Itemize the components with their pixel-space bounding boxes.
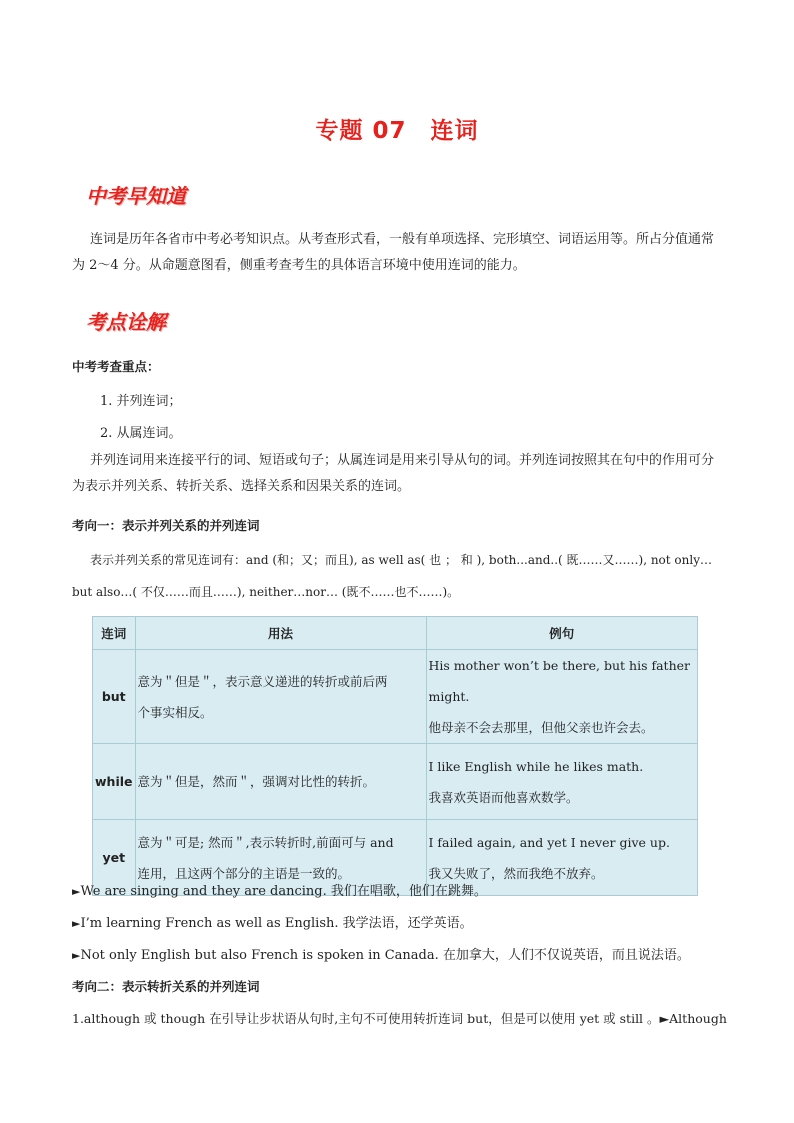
intro-paragraph: 并列连词用来连接平行的词、短语或句子；从属连词是用来引导从句的词。并列连词按照其在句中的作用可分为表示并列关系、转折关系、选择关系和因果关系的连词。: [72, 453, 715, 494]
usage-line: 意为＂可是; 然而＂,表示转折时,前面可与 and: [137, 834, 394, 850]
example-line: 他母亲不会去那里，但他父亲也许会去。: [428, 720, 654, 735]
direction-two-paragraph: 1.although 或 though 在引导让步状语从句时,主句不可使用转折连词 but，但是可以使用 yet 或 still 。►Although: [72, 1011, 727, 1026]
table-row: [93, 744, 698, 820]
example-sentence-1: [72, 880, 487, 899]
example-text: I’m learning French as well as English. 我学法语，还学英语。: [80, 916, 473, 931]
table-header-cell: 用法: [135, 617, 426, 650]
preview-paragraph: 连词是历年各省市中考必考知识点。从考查形式看，一般有单项选择、完形填空、词语运用等。所占分值通常为 2～4 分。从命题意图看，侧重考查考生的具体语言环境中使用连词的能力。: [72, 232, 715, 273]
table-cell-word: while: [93, 744, 136, 820]
table-cell-example: [426, 744, 698, 820]
arrow-icon: ►: [72, 949, 81, 962]
table-header-cell: 连词: [93, 617, 136, 650]
table-cell-word: yet: [93, 820, 136, 896]
usage-line: 个事实相反。: [137, 704, 213, 720]
arrow-icon: ►: [72, 917, 81, 930]
usage-line: 连用，且这两个部分的主语是一致的。: [137, 865, 351, 881]
table-cell-usage: [135, 744, 426, 820]
table-cell-example: [426, 650, 698, 744]
table-cell-usage: [135, 650, 426, 744]
usage-line: 意为＂但是，然而＂，强调对比性的转折。: [137, 774, 376, 789]
direction-one-label: 考向一：表示并列关系的并列连词: [72, 518, 260, 533]
example-text: We are singing and they are dancing. 我们在唱歌，他们在跳舞。: [80, 884, 487, 899]
section-heading-explanation: 考点诠解: [86, 310, 166, 334]
conjunction-table: [92, 616, 698, 896]
page-title: 专题 07 连词: [315, 118, 479, 144]
direction-one-paragraph: 表示并列关系的常见连词有：and (和；又；而且), as well as( 也 ； 和 ), both...and..( 既……又……), not only…but also…( 不仅……而且……), neither…nor… (既不……也不……)。: [72, 553, 712, 599]
example-sentence-3: [72, 944, 690, 963]
example-line: His mother won’t be there, but his father might.: [428, 658, 691, 704]
example-sentence-2: [72, 912, 473, 931]
example-line: I failed again, and yet I never give up.: [428, 834, 670, 850]
usage-line: 意为＂但是＂，表示意义递进的转折或前后两: [137, 673, 388, 689]
section-heading-preview: 中考早知道: [86, 184, 186, 208]
arrow-icon: ►: [72, 885, 81, 898]
focus-item-2: 2. 从属连词。: [100, 426, 182, 441]
table-cell-word: but: [93, 650, 136, 744]
example-text: Not only English but also French is spoken in Canada. 在加拿大，人们不仅说英语，而且说法语。: [80, 948, 690, 963]
focus-item-1: 1. 并列连词；: [100, 394, 182, 409]
table-header-cell: 例句: [426, 617, 698, 650]
focus-label: 中考考查重点：: [72, 359, 160, 374]
table-header-row: [93, 617, 698, 650]
table-row: [93, 650, 698, 744]
example-line: 我喜欢英语而他喜欢数学。: [428, 789, 579, 805]
direction-two-label: 考向二：表示转折关系的并列连词: [72, 979, 260, 994]
example-line: 我又失败了，然而我绝不放弃。: [428, 865, 604, 881]
example-line: I like English while he likes math.: [428, 758, 644, 774]
